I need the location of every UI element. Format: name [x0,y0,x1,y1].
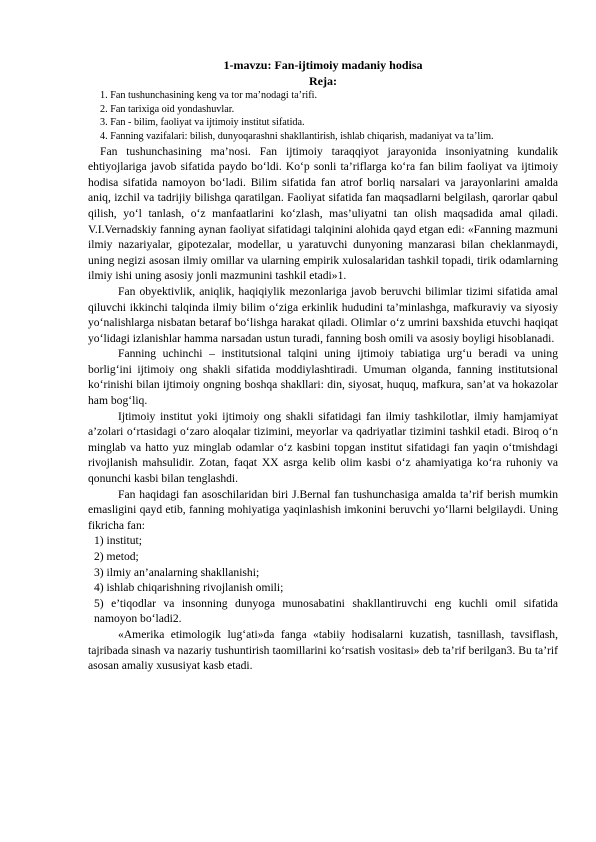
paragraph-bernal: Fan haqidagi fan asoschilaridan biri J.Bernal fan tushunchasiga amalda ta’rif berish mumkin emasligini qayd etib, fanning mohiyatiga yaqinlashish imkonini beruvchi yo‘llarni belgilaydi. Uning fikricha fan: [88,487,558,532]
list-item: 2) metod; [94,550,139,563]
fan-definition-list [88,533,558,627]
list-item: 4) ishlab chiqarishning rivojlanish omili; [94,581,284,595]
list-item: 3) ilmiy an’analarning shakllanishi; [94,565,260,579]
plan-heading: Reja: [309,73,337,88]
paragraph-fan-objectivity: Fan obyektivlik, aniqlik, haqiqiylik mezonlariga javob beruvchi bilimlar tizimi sifatida amal qiluvchi ikkinchi talqinda ilmiy bilim o‘ziga erkinlik hududini ta’minlashga, mafkuraviy va siyosiy yo‘nalishlarga nisbatan betaraf bo‘lishga harakat qiladi. Olimlar o‘z umrini baxshida etuvchi haqiqat yo‘lidagi izlanishlar hamma narsadan ustun turadi, fanning bosh omili va asosiy boyligi hisoblanadi. [88,284,558,345]
plan-item: 4. Fanning vazifalari: bilish, dunyoqarashni shakllantirish, ishlab chiqarish, madaniyat va ta’lim. [100,130,494,142]
plan-item: 2. Fan tarixiga oid yondashuvlar. [100,103,235,115]
list-item: 1) institut; [94,534,142,548]
page-title: 1-mavzu: Fan-ijtimoiy madaniy hodisa [223,58,423,72]
list-item: 5) e’tiqodlar va insonning dunyoga munosabatini shakllantiruvchi eng kuchli omil sifatida namoyon bo‘ladi2. [94,596,558,626]
paragraph-fan-meaning: Fan tushunchasining ma’nosi. Fan ijtimoiy taraqqiyot jarayonida insoniyatning kundalik ehtiyojlariga javob sifatida paydo bo‘ldi. Ko‘p sonli ta’riflarga ko‘ra fan bilim faoliyat va ijtimoiy hodisa sifatida namoyon bo‘ladi. Bilim sifatida fan atrof borliq narsalari va jarayonlarini amalda aniq, izchil va tadrijiy bilishga qaratilgan. Faoliyat sifatida fan maqsadlarni belgilash, qarorlar qabul qilish, yo‘l tanlash, o‘z manfaatlarini ko‘zlash, mas’uliyatni tan olish maqsadida amal qiladi. V.I.Vernadskiy fanning aynan faoliyat sifatidagi talqinini alohida qayd etgan edi: «Fanning mazmuni ilmiy nazariyalar, gipotezalar, modellar, u yaratuvchi dunyoning manzarasi bilan cheklanmaydi, uning negizi asosan ilmiy omillar va ularning empirik xulosalaridan tashkil topadi, tirik odamlarning ilmiy ishi uning asosiy jonli mazmunini tashkil etadi»1. [88,144,558,283]
paragraph-social-institute: Ijtimoiy institut yoki ijtimoiy ong shakli sifatidagi fan ilmiy tashkilotlar, ilmiy hamjamiyat a’zolari o‘rtasidagi o‘zaro aloqalar tizimini, meyorlar va qadriyatlar tizimini tashkil etadi. Biroq o‘n minglab va hatto yuz minglab odamlar o‘z kasbini topgan institut sifatidagi fan yaqin o‘tmishdagi rivojlanish mahsulidir. Zotan, faqat XX asrga kelib olim kasbi o‘z ahamiyatiga ko‘ra ruhoniy va qonunchi kasbi bilan tenglashdi. [88,409,558,486]
plan-item: 1. Fan tushunchasining keng va tor ma’nodagi ta’rifi. [100,90,318,102]
plan-list [88,89,558,143]
paragraph-american-dictionary: «Amerika etimologik lug‘ati»da fanga «tabiiy hodisalarni kuzatish, tasnillash, tavsiflash, tajribada sinash va nazariy tushuntirish taomillarini ko‘rsatish vositasi» deb ta’rif berilgan3. Bu ta’rif asosan amaliy xususiyat kasb etadi. [88,627,558,673]
paragraph-fan-institutional: Fanning uchinchi – institutsional talqini uning ijtimoiy tabiatiga urg‘u beradi va uning borlig‘ini ijtimoiy ong shakli sifatida moddiylashtiradi. Umuman olganda, fanning institutsional ko‘rinishi bilan ijtimoiy ongning boshqa shakllari: din, siyosat, huquq, mafkura, san’at va hokazolar ham bog‘liq. [88,347,558,408]
plan-item: 3. Fan - bilim, faoliyat va ijtimoiy institut sifatida. [100,117,305,129]
document-page [88,58,558,674]
